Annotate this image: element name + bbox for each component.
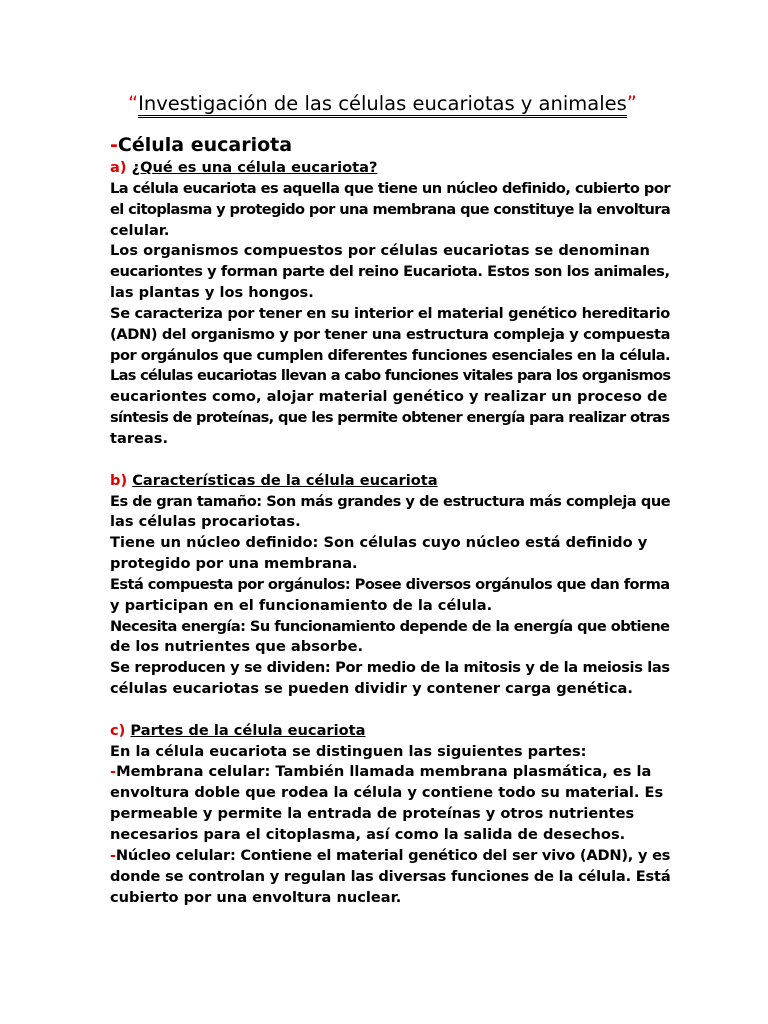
body-line bbox=[110, 888, 670, 909]
body-line bbox=[110, 325, 670, 346]
line-text: Los organismos compuestos por células eucariotas se denominan bbox=[110, 242, 650, 260]
sections-container bbox=[110, 158, 670, 908]
heading-dash: - bbox=[110, 134, 118, 156]
line-text: donde se controlan y regulan las diversas funciones de la célula. Está bbox=[110, 867, 671, 885]
title-open-quote: “ bbox=[128, 92, 139, 115]
line-text: En la célula eucariota se distinguen las siguientes partes: bbox=[110, 742, 587, 760]
document-title bbox=[128, 90, 637, 118]
body-line bbox=[110, 846, 670, 867]
section-subtitle: ¿Qué es una célula eucariota? bbox=[131, 159, 378, 176]
line-text: Núcleo celular: Contiene el material genético del ser vivo (ADN), y es bbox=[115, 846, 671, 864]
body-line bbox=[110, 825, 670, 846]
line-text: de los nutrientes que absorbe. bbox=[110, 638, 364, 656]
line-text: protegido por una membrana. bbox=[110, 555, 358, 573]
line-text: La célula eucariota es aquella que tiene un núcleo definido, cubierto por bbox=[110, 179, 671, 197]
line-text: y participan en el funcionamiento de la célula. bbox=[110, 596, 493, 614]
line-text: por orgánulos que cumplen diferentes funciones esenciales en la célula. bbox=[110, 346, 671, 364]
line-text: celular. bbox=[110, 221, 170, 239]
body-line bbox=[110, 283, 670, 304]
section-label bbox=[110, 158, 670, 179]
section-subtitle: Partes de la célula eucariota bbox=[130, 721, 366, 739]
body-line bbox=[110, 408, 670, 429]
body-line bbox=[110, 241, 670, 262]
document-body bbox=[110, 132, 670, 908]
line-text: Necesita energía: Su funcionamiento depende de la energía que obtiene bbox=[110, 617, 670, 635]
line-text: necesarios para el citoplasma, así como la salida de desechos. bbox=[110, 826, 626, 843]
body-line bbox=[110, 262, 670, 283]
line-text: permeable y permite la entrada de proteínas y otros nutrientes bbox=[110, 805, 635, 823]
body-line bbox=[110, 346, 670, 367]
body-line bbox=[110, 804, 670, 825]
section-label bbox=[110, 721, 670, 742]
list-dash: - bbox=[110, 846, 116, 864]
body-line bbox=[110, 304, 670, 325]
line-text: Las células eucariotas llevan a cabo funciones vitales para los organismos bbox=[110, 367, 671, 385]
body-line bbox=[110, 387, 670, 408]
line-text: Membrana celular: También llamada membrana plasmática, es la bbox=[116, 763, 652, 781]
body-line bbox=[110, 512, 670, 533]
line-text: eucariontes como, alojar material genético y realizar un proceso de bbox=[110, 388, 668, 406]
body-line bbox=[110, 429, 670, 450]
body-line bbox=[110, 596, 670, 617]
title-text: Investigación de las células eucariotas y animales bbox=[138, 92, 627, 118]
section-letter: a) bbox=[110, 159, 127, 176]
line-text: (ADN) del organismo y por tener una estructura compleja y compuesta bbox=[110, 325, 671, 343]
section-letter: c) bbox=[110, 721, 126, 739]
line-text: Está compuesta por orgánulos: Posee diversos orgánulos que dan forma bbox=[110, 575, 670, 593]
line-text: células eucariotas se pueden dividir y contener carga genética. bbox=[110, 680, 633, 698]
line-text: Se reproducen y se dividen: Por medio de la mitosis y de la meiosis las bbox=[110, 659, 670, 677]
heading-text: Célula eucariota bbox=[117, 134, 293, 156]
title-close-quote: ” bbox=[626, 92, 637, 115]
body-line bbox=[110, 658, 670, 679]
section-subtitle: Características de la célula eucariota bbox=[132, 471, 438, 489]
body-line bbox=[110, 867, 670, 888]
section-label bbox=[110, 471, 670, 492]
body-line bbox=[110, 617, 670, 638]
body-line bbox=[110, 742, 670, 763]
body-line bbox=[110, 554, 670, 575]
section-spacer bbox=[110, 450, 670, 471]
line-text: tareas. bbox=[110, 429, 168, 447]
body-line bbox=[110, 221, 670, 242]
line-text: Se caracteriza por tener en su interior el material genético hereditario bbox=[110, 304, 670, 322]
line-text: Tiene un núcleo definido: Son células cuyo núcleo está definido y bbox=[110, 534, 648, 552]
body-line bbox=[110, 637, 670, 658]
line-text: las células procariotas. bbox=[110, 513, 301, 531]
line-text: eucariontes y forman parte del reino Eucariota. Estos son los animales, bbox=[110, 263, 670, 281]
line-text: el citoplasma y protegido por una membrana que constituye la envoltura bbox=[110, 200, 671, 218]
body-line bbox=[110, 783, 670, 804]
body-line bbox=[110, 179, 670, 200]
list-dash: - bbox=[110, 763, 117, 781]
body-line bbox=[110, 575, 670, 596]
section-spacer bbox=[110, 700, 670, 721]
line-text: cubierto por una envoltura nuclear. bbox=[110, 888, 402, 906]
body-line bbox=[110, 762, 670, 783]
body-line bbox=[110, 533, 670, 554]
section-letter: b) bbox=[110, 471, 128, 489]
body-line bbox=[110, 366, 670, 387]
main-heading bbox=[110, 132, 670, 158]
body-line bbox=[110, 679, 670, 700]
line-text: Es de gran tamaño: Son más grandes y de estructura más compleja que bbox=[110, 492, 671, 510]
body-line bbox=[110, 492, 670, 513]
line-text: las plantas y los hongos. bbox=[110, 284, 314, 302]
line-text: síntesis de proteínas, que les permite obtener energía para realizar otras bbox=[110, 409, 670, 427]
body-line bbox=[110, 200, 670, 221]
line-text: envoltura doble que rodea la célula y contiene todo su material. Es bbox=[110, 784, 664, 802]
